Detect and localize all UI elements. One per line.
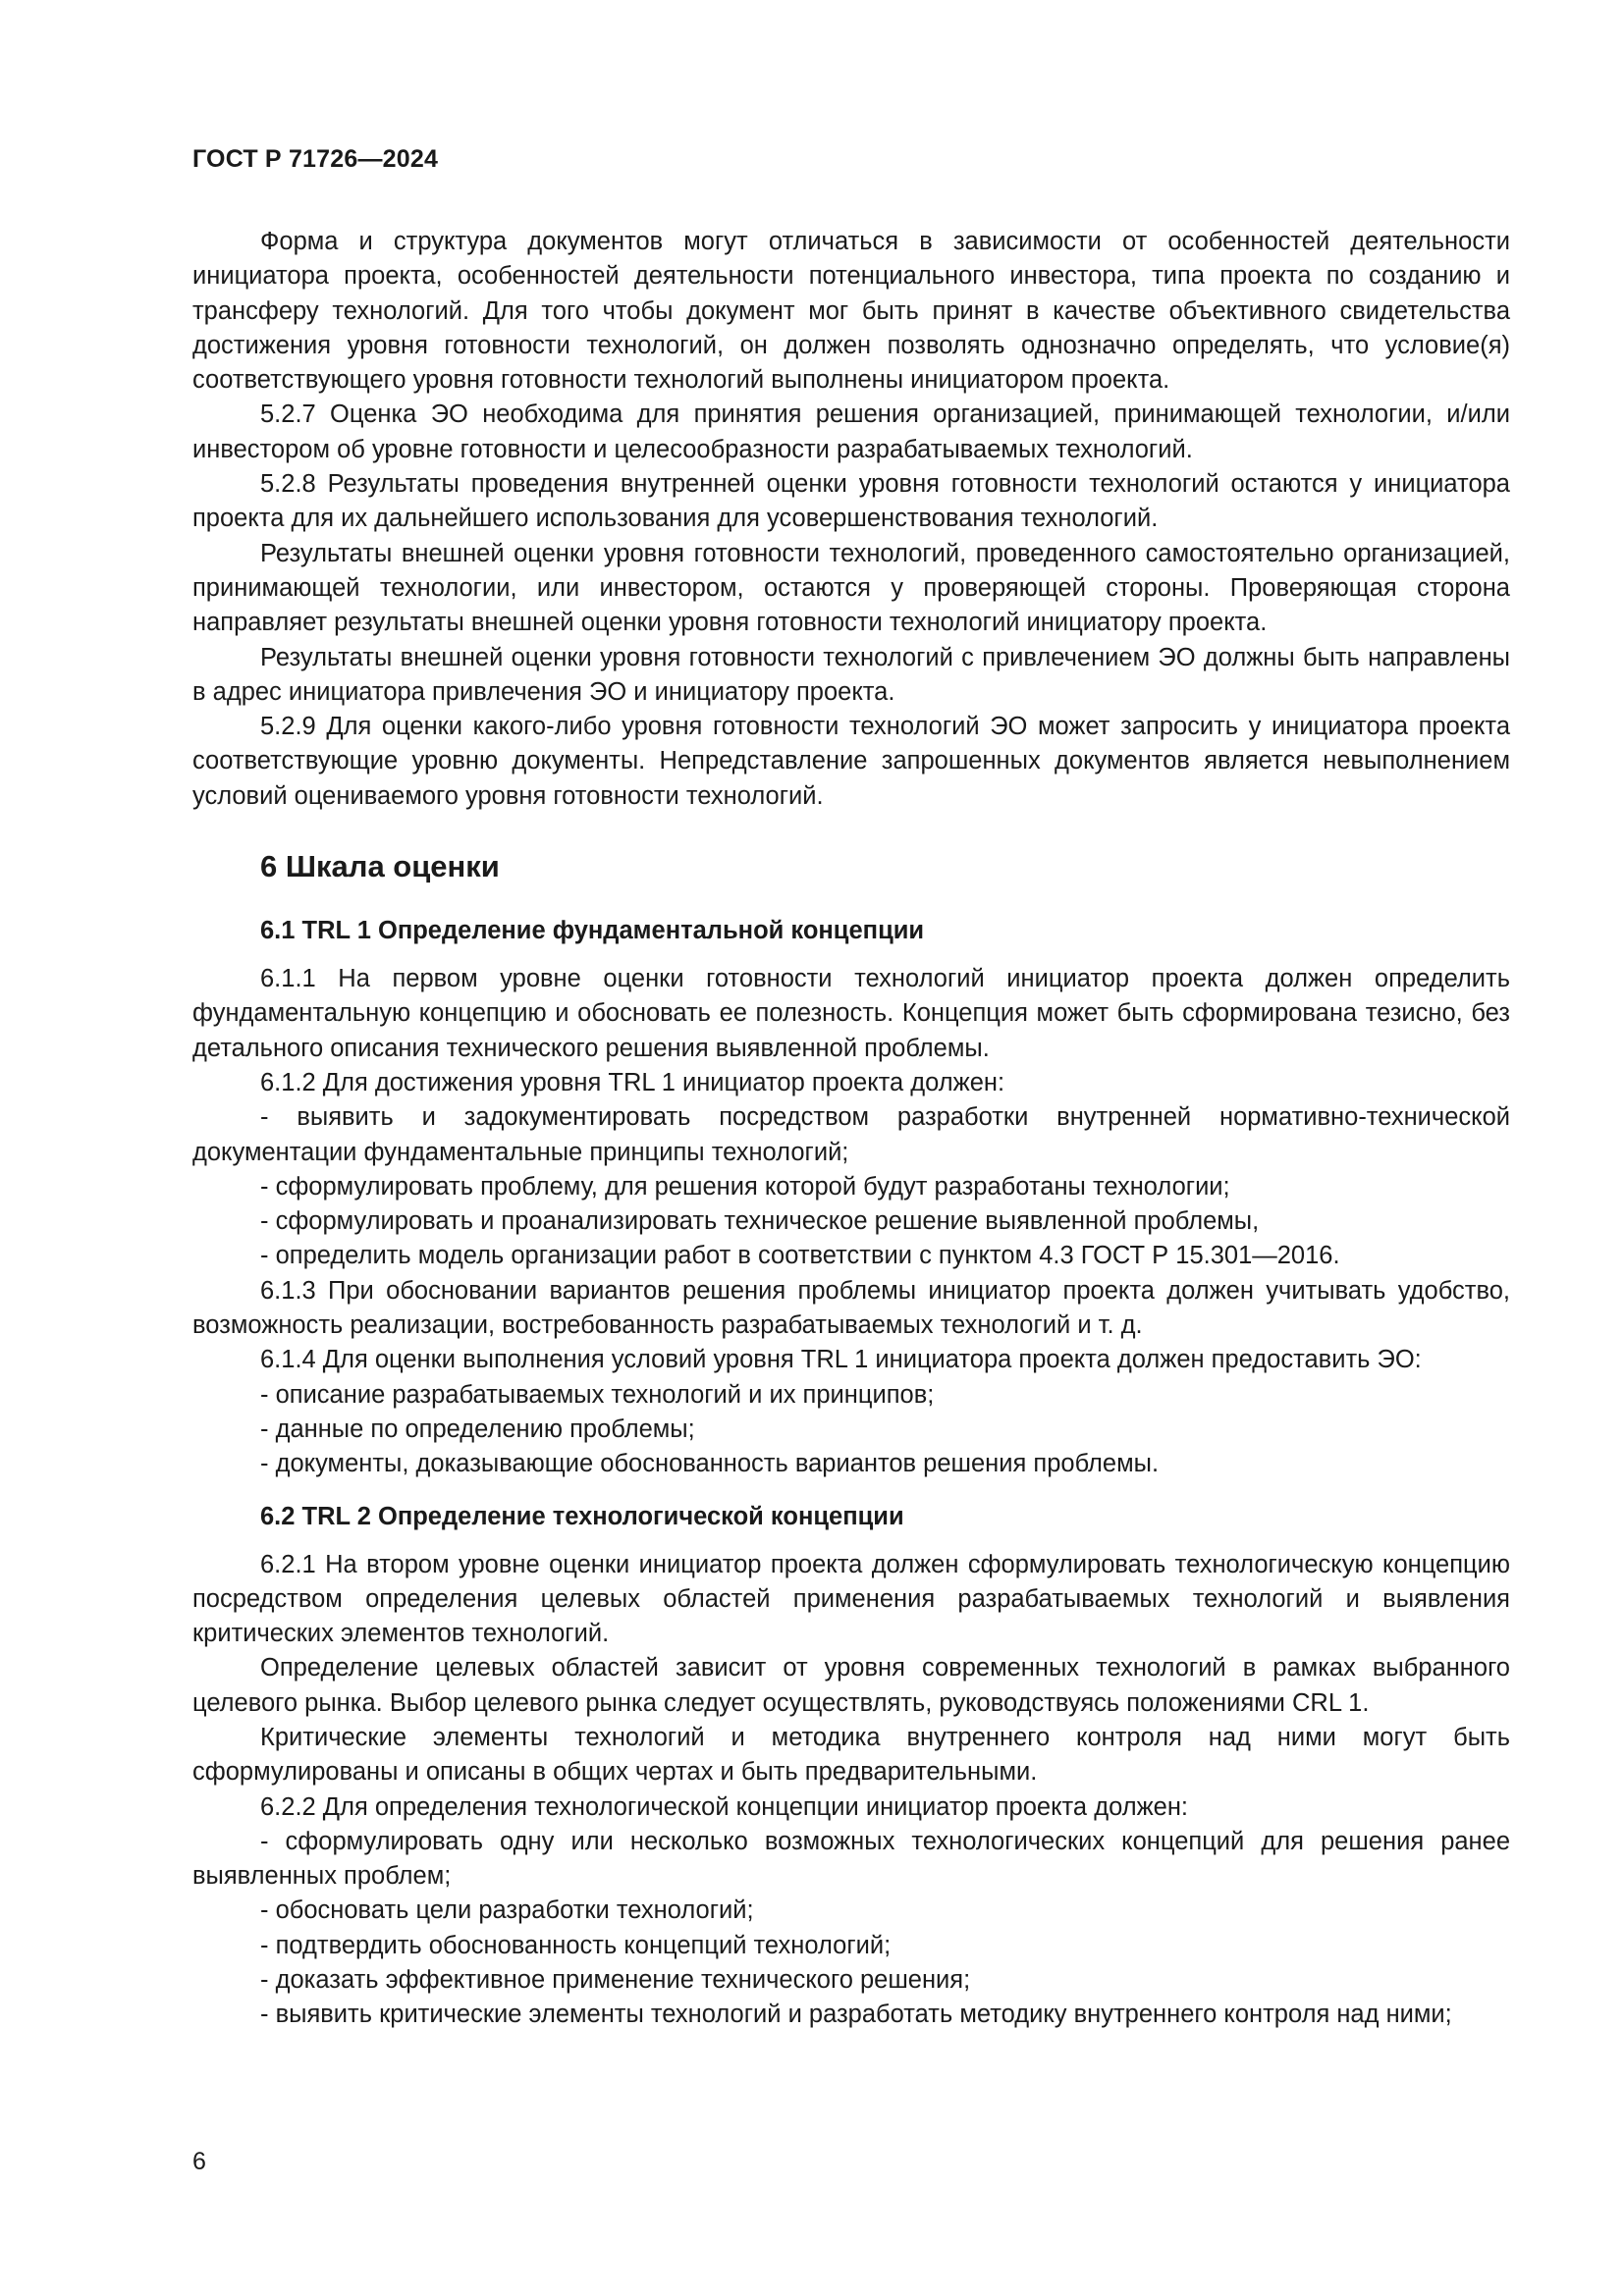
paragraph: Результаты внешней оценки уровня готовности технологий, проведенного самостоятельно организацией, принимающей технологии, или инвестором, остаются у проверяющей стороны. Проверяющая сторона направляет результаты внешней оценки уровня готовности технологий инициатору проекта.: [192, 539, 1510, 637]
page-number: 6: [192, 2148, 206, 2175]
subsection-heading-6-2: 6.2 TRL 2 Определение технологической концепции: [260, 1502, 904, 1530]
top-paragraphs: [192, 225, 1510, 814]
list-item: - определить модель организации работ в соответствии с пунктом 4.3 ГОСТ Р 15.301—2016.: [260, 1242, 1340, 1270]
list-item: - выявить критические элементы технологий и разработать методику внутреннего контроля над ними;: [260, 2001, 1452, 2029]
section-heading: 6 Шкала оценки: [260, 849, 500, 884]
paragraph: Критические элементы технологий и методика внутреннего контроля над ними могут быть сформулированы и описаны в общих чертах и быть предварительными.: [192, 1723, 1510, 1787]
paragraph: Определение целевых областей зависит от уровня современных технологий в рамках выбранного целевого рынка. Выбор целевого рынка следует осуществлять, руководствуясь положениями CRL 1.: [192, 1654, 1510, 1717]
paragraph: 5.2.8 Результаты проведения внутренней оценки уровня готовности технологий остаются у инициатора проекта для их дальнейшего использования для усовершенствования технологий.: [192, 470, 1510, 533]
paragraph: Результаты внешней оценки уровня готовности технологий с привлечением ЭО должны быть направлены в адрес инициатора привлечения ЭО и инициатору проекта.: [192, 643, 1510, 706]
subsection-heading-6-1: 6.1 TRL 1 Определение фундаментальной концепции: [260, 917, 925, 945]
list-item: - подтвердить обоснованность концепций технологий;: [260, 1931, 892, 1959]
paragraph: 6.2.1 На втором уровне оценки инициатор проекта должен сформулировать технологическую концепцию посредством определения целевых областей применения разрабатываемых технологий и выявления критических элементов технологий.: [192, 1550, 1510, 1648]
list-item: - сформулировать и проанализировать техническое решение выявленной проблемы,: [260, 1207, 1260, 1236]
paragraph: 6.1.4 Для оценки выполнения условий уровня TRL 1 инициатора проекта должен предоставить ЭО:: [260, 1346, 1422, 1374]
document-page: [192, 0, 1510, 2296]
paragraph: 6.1.3 При обосновании вариантов решения проблемы инициатор проекта должен учитывать удобство, возможность реализации, востребованность разрабатываемых технологий и т. д.: [192, 1276, 1510, 1340]
paragraph: 6.2.2 Для определения технологической концепции инициатор проекта должен:: [260, 1792, 1188, 1821]
subsection-6-1-body: [192, 962, 1510, 1481]
paragraph: 6.1.1 На первом уровне оценки готовности технологий инициатор проекта должен определить фундаментальную концепцию и обосновать ее полезность. Концепция может быть сформирована тезисно, без детального описания технического решения выявленной проблемы.: [192, 965, 1510, 1062]
list-item: - документы, доказывающие обоснованность вариантов решения проблемы.: [260, 1450, 1160, 1478]
paragraph: Форма и структура документов могут отличаться в зависимости от особенностей деятельности инициатора проекта, особенностей деятельности потенциального инвестора, типа проекта по созданию и трансферу технологий. Для того чтобы документ мог быть принят в качестве объективного свидетельства достижения уровня готовности технологий, он должен позволять однозначно определять, что условие(я) соответствующего уровня готовности технологий выполнены инициатором проекта.: [192, 228, 1510, 395]
subsection-6-2-body: [192, 1548, 1510, 2033]
paragraph: 6.1.2 Для достижения уровня TRL 1 инициатор проекта должен:: [260, 1068, 1005, 1096]
paragraph: 5.2.7 Оценка ЭО необходима для принятия решения организацией, принимающей технологии, и/или инвестором об уровне готовности и целесообразности разрабатываемых технологий.: [192, 400, 1510, 463]
list-item: - обосновать цели разработки технологий;: [260, 1896, 754, 1925]
document-body: [192, 225, 1510, 2033]
list-item: - сформулировать проблему, для решения которой будут разработаны технологии;: [260, 1172, 1230, 1201]
paragraph: 5.2.9 Для оценки какого-либо уровня готовности технологий ЭО может запросить у инициатора проекта соответствующие уровню документы. Непредставление запрошенных документов является невыполнением условий оцениваемого уровня готовности технологий.: [192, 713, 1510, 810]
list-item: - доказать эффективное применение технического решения;: [260, 1966, 971, 1995]
list-item: - выявить и задокументировать посредством разработки внутренней нормативно-технической документации фундаментальные принципы технологий;: [192, 1103, 1510, 1166]
list-item: - описание разрабатываемых технологий и их принципов;: [260, 1380, 935, 1409]
document-header-code: ГОСТ Р 71726—2024: [192, 145, 439, 173]
list-item: - данные по определению проблемы;: [260, 1415, 695, 1443]
list-item: - сформулировать одну или несколько возможных технологических концепций для решения ранее выявленных проблем;: [192, 1827, 1510, 1891]
